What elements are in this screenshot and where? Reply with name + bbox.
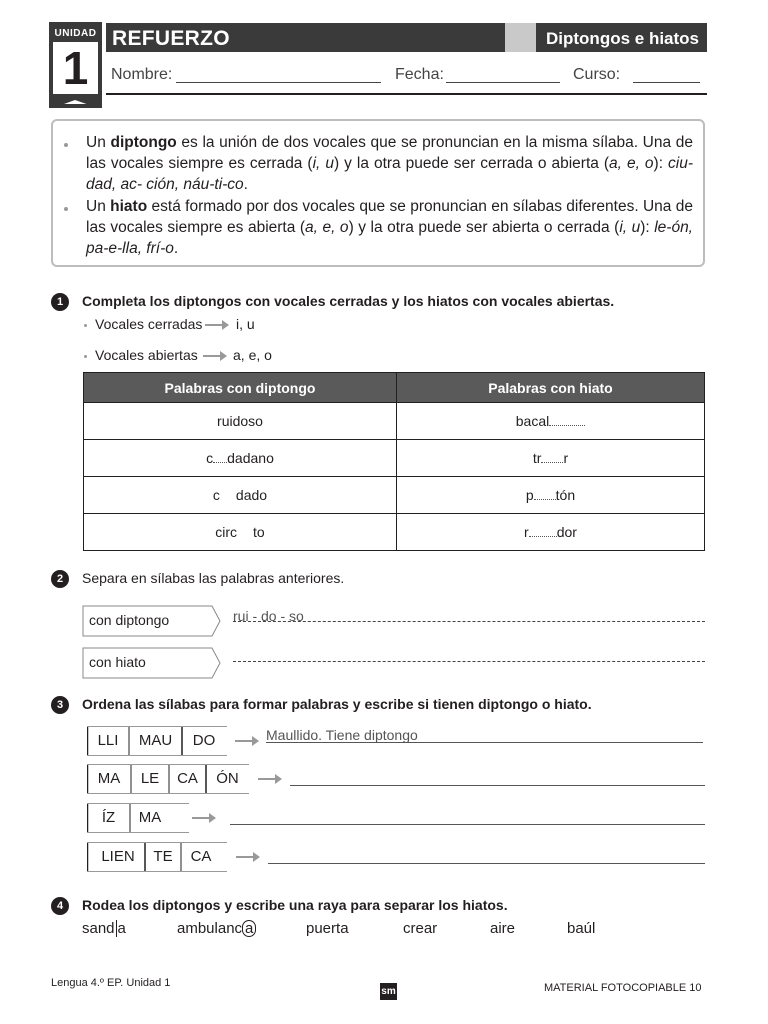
diptongo-cell[interactable]: circ to bbox=[84, 514, 397, 551]
syllable-row bbox=[87, 803, 189, 835]
word-crear[interactable]: crear bbox=[403, 920, 438, 937]
word-sandia[interactable]: sand a bbox=[82, 920, 126, 937]
syllable-row bbox=[87, 726, 227, 758]
course-label: Curso: bbox=[573, 66, 621, 83]
unit-number: 1 bbox=[62, 42, 89, 94]
hiato-cell[interactable]: p tón bbox=[397, 477, 705, 514]
hiato-cell[interactable]: bacal bbox=[397, 403, 705, 440]
closed-vowels-label: Vocales cerradas bbox=[95, 316, 203, 332]
syllable-tile[interactable]: CA bbox=[177, 770, 198, 787]
arrow-right-icon bbox=[235, 735, 259, 747]
course-field[interactable] bbox=[633, 82, 700, 83]
hiato-definition: Un hiato está formado por dos vocales que se pronuncian en sílabas diferentes. Una de las vocales siempre es abierta (a, e, o) y la otra puede ser abierta o cerrada (i, u): le-ón, pa-e-lla, frí-o. bbox=[86, 198, 694, 257]
syllable-tile[interactable]: ÓN bbox=[216, 770, 239, 787]
exercise-2-instruction: Separa en sílabas las palabras anteriores. bbox=[82, 570, 345, 586]
diptongo-answer-line[interactable] bbox=[233, 621, 705, 622]
diptongo-cell[interactable]: c dadano bbox=[84, 440, 397, 477]
publisher-logo: sm bbox=[380, 983, 397, 1000]
header-separator bbox=[505, 23, 536, 52]
hiato-cell[interactable]: tr r bbox=[397, 440, 705, 477]
word-baul[interactable]: baúl bbox=[567, 920, 596, 937]
diptongo-definition: Un diptongo es la unión de dos vocales que se pronuncian en la misma sílaba. Una de las vocales siempre es cerrada (i, u) y la otra puede ser cerrada o abierta (a, e, o): ciu-dad, ac- ción, náu-ti-co. bbox=[86, 134, 693, 193]
exercise-2-number: 2 bbox=[51, 570, 69, 588]
answer-line[interactable] bbox=[230, 824, 705, 825]
arrow-right-icon bbox=[203, 350, 227, 362]
page-topic: Diptongos e hiatos bbox=[546, 29, 699, 48]
table-row bbox=[84, 440, 705, 477]
syllable-answer-1: Maullido. Tiene diptongo bbox=[266, 727, 418, 743]
diptongo-answer: rui - do - so bbox=[233, 608, 304, 624]
answer-line[interactable] bbox=[290, 785, 705, 786]
unit-label: UNIDAD bbox=[54, 28, 97, 39]
syllable-tile[interactable]: LE bbox=[140, 770, 160, 787]
syllable-tile[interactable]: MA bbox=[138, 809, 162, 826]
table-row bbox=[84, 514, 705, 551]
unit-tab bbox=[49, 22, 102, 108]
syllable-tile[interactable]: MA bbox=[97, 770, 121, 787]
hiato-answer-line[interactable] bbox=[233, 661, 705, 662]
diptongo-hiato-table bbox=[83, 372, 705, 551]
syllable-tile[interactable]: DO bbox=[192, 732, 216, 749]
arrow-right-icon bbox=[192, 812, 216, 824]
arrow-right-icon bbox=[236, 851, 260, 863]
diptongo-cell[interactable]: ruidoso bbox=[84, 403, 397, 440]
table-row bbox=[84, 477, 705, 514]
table-row bbox=[84, 403, 705, 440]
date-field[interactable] bbox=[446, 82, 560, 83]
syllable-tile[interactable]: TE bbox=[153, 848, 173, 865]
col-header-hiato: Palabras con hiato bbox=[397, 373, 705, 403]
name-field[interactable] bbox=[176, 82, 381, 83]
arrow-right-icon bbox=[205, 319, 229, 331]
diptongo-circle: a bbox=[242, 920, 256, 937]
footer-left: Lengua 4.º EP. Unidad 1 bbox=[51, 977, 171, 989]
diptongo-cell[interactable]: c dado bbox=[84, 477, 397, 514]
exercise-4-instruction: Rodea los diptongos y escribe una raya para separar los hiatos. bbox=[82, 897, 508, 913]
syllable-tile[interactable]: LLI bbox=[97, 732, 119, 749]
hiato-cell[interactable]: r dor bbox=[397, 514, 705, 551]
page-title: REFUERZO bbox=[112, 27, 230, 50]
name-label: Nombre: bbox=[111, 66, 173, 83]
word-puerta[interactable]: puerta bbox=[306, 920, 349, 937]
exercise-4-number: 4 bbox=[51, 897, 69, 915]
diptongo-tag-label: con diptongo bbox=[89, 612, 170, 628]
diptongo-tag bbox=[82, 605, 220, 635]
open-vowels-label: Vocales abiertas bbox=[95, 347, 198, 363]
date-label: Fecha: bbox=[395, 66, 444, 83]
ribbon-chevron-icon bbox=[53, 94, 98, 108]
bullet-icon bbox=[64, 143, 68, 147]
exercise-1-number: 1 bbox=[51, 293, 69, 311]
exercise-1-instruction: Completa los diptongos con vocales cerradas y los hiatos con vocales abiertas. bbox=[82, 293, 615, 309]
answer-line[interactable] bbox=[268, 863, 705, 864]
hiato-tag bbox=[82, 647, 220, 677]
syllable-tile[interactable]: LIEN bbox=[101, 848, 135, 865]
footer-right: MATERIAL FOTOCOPIABLE 10 bbox=[544, 982, 702, 994]
word-aire[interactable]: aire bbox=[490, 920, 516, 937]
syllable-row bbox=[87, 842, 227, 874]
closed-vowels-values: i, u bbox=[236, 316, 255, 332]
arrow-right-icon bbox=[258, 773, 282, 785]
exercise-3-instruction: Ordena las sílabas para formar palabras y escribe si tienen diptongo o hiato. bbox=[82, 696, 592, 712]
bullet-icon bbox=[84, 355, 87, 358]
bullet-icon bbox=[84, 324, 87, 327]
open-vowels-values: a, e, o bbox=[233, 347, 272, 363]
syllable-tile[interactable]: CA bbox=[190, 848, 212, 865]
hiato-tag-label: con hiato bbox=[89, 654, 146, 670]
word-ambulancia[interactable]: ambulanc a bbox=[177, 920, 256, 937]
syllable-tile[interactable]: ÍZ bbox=[101, 809, 116, 826]
bullet-icon bbox=[64, 207, 68, 211]
exercise-3-number: 3 bbox=[51, 696, 69, 714]
syllable-tile[interactable]: MAU bbox=[138, 732, 173, 749]
header-rule bbox=[106, 93, 707, 95]
col-header-diptongo: Palabras con diptongo bbox=[84, 373, 397, 403]
answer-line[interactable] bbox=[266, 742, 703, 743]
syllable-row bbox=[87, 764, 249, 796]
